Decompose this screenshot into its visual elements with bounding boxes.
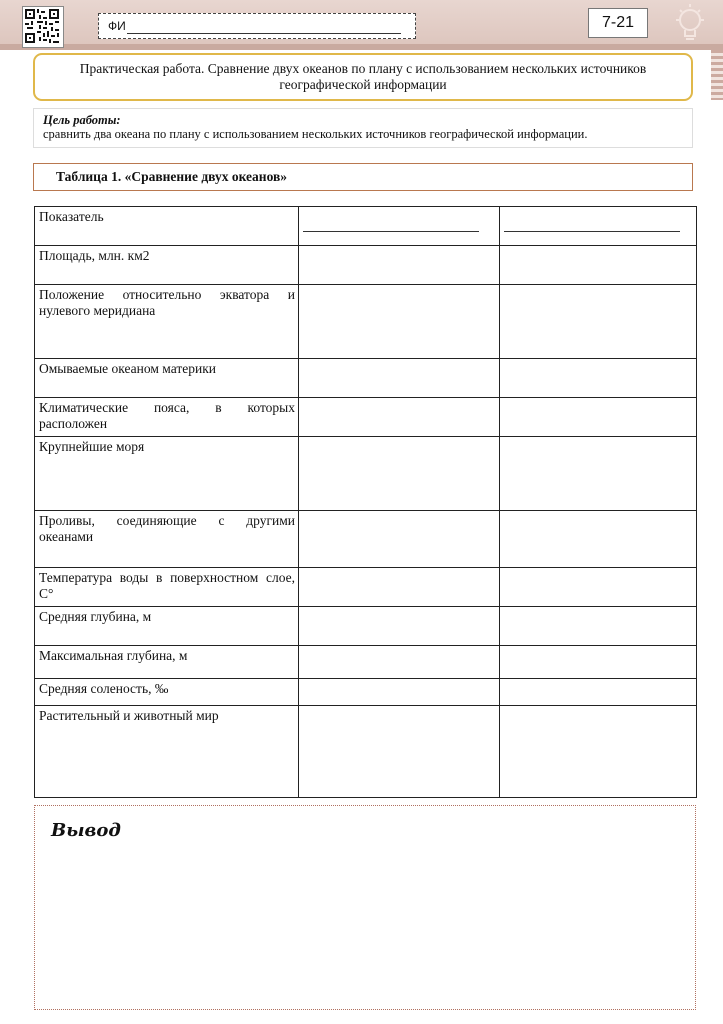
top-band-line	[0, 44, 723, 50]
answer-cell[interactable]	[299, 398, 500, 437]
conclusion-label: Вывод	[51, 820, 121, 841]
table-row	[35, 646, 697, 679]
row-label: Крупнейшие моря	[35, 437, 299, 511]
answer-cell[interactable]	[500, 359, 697, 398]
name-field[interactable]	[98, 13, 416, 39]
row-label: Положение относительно экватора и нулевого меридиана	[35, 285, 299, 359]
table-row	[35, 246, 697, 285]
answer-cell[interactable]	[299, 437, 500, 511]
lightbulb-icon	[672, 2, 708, 46]
table-row	[35, 679, 697, 706]
table-title: Таблица 1. «Сравнение двух океанов»	[33, 163, 693, 191]
ocean-1-name-line	[303, 231, 479, 232]
header-cell-indicator: Показатель	[35, 207, 299, 246]
answer-cell[interactable]	[299, 246, 500, 285]
table-row	[35, 607, 697, 646]
table-row	[35, 706, 697, 798]
page-title	[33, 53, 693, 101]
page-title-line-1: Практическая работа. Сравнение двух океанов по плану с использованием нескольких источников	[79, 61, 647, 76]
ocean-2-name-line	[504, 231, 680, 232]
table-row	[35, 568, 697, 607]
name-field-label: ФИ	[108, 19, 126, 33]
row-label: Омываемые океаном материки	[35, 359, 299, 398]
comparison-table	[34, 206, 697, 798]
answer-cell[interactable]	[500, 246, 697, 285]
answer-cell[interactable]	[500, 679, 697, 706]
conclusion-area[interactable]	[34, 805, 696, 1010]
answer-cell[interactable]	[500, 607, 697, 646]
table-row	[35, 511, 697, 568]
answer-cell[interactable]	[299, 679, 500, 706]
answer-cell[interactable]	[299, 607, 500, 646]
goal-text: сравнить два океана по плану с использованием нескольких источников географической информации.	[43, 127, 588, 141]
answer-cell[interactable]	[299, 359, 500, 398]
answer-cell[interactable]	[299, 285, 500, 359]
answer-cell[interactable]	[500, 511, 697, 568]
table-header-row	[35, 207, 697, 246]
row-label: Проливы, соединяющие с другими океанами	[35, 511, 299, 568]
answer-cell[interactable]	[500, 398, 697, 437]
answer-cell[interactable]	[500, 646, 697, 679]
answer-cell[interactable]	[299, 646, 500, 679]
row-label: Максимальная глубина, м	[35, 646, 299, 679]
page-title-line-2: географической информации	[279, 77, 447, 92]
answer-cell[interactable]	[500, 285, 697, 359]
table-row	[35, 398, 697, 437]
row-label: Площадь, млн. км2	[35, 246, 299, 285]
goal-label: Цель работы:	[43, 113, 121, 127]
ocean-2-name-cell[interactable]	[500, 207, 697, 246]
row-label: Растительный и животный мир	[35, 706, 299, 798]
goal-section	[33, 108, 693, 148]
row-label: Средняя глубина, м	[35, 607, 299, 646]
table-row	[35, 285, 697, 359]
answer-cell[interactable]	[500, 568, 697, 607]
answer-cell[interactable]	[500, 706, 697, 798]
worksheet-code: 7-21	[588, 8, 648, 38]
answer-cell[interactable]	[299, 568, 500, 607]
row-label: Средняя соленость, ‰	[35, 679, 299, 706]
table-row	[35, 359, 697, 398]
row-label: Климатические пояса, в которых расположен	[35, 398, 299, 437]
answer-cell[interactable]	[299, 511, 500, 568]
row-label: Температура воды в поверхностном слое, С°	[35, 568, 299, 607]
right-stripe	[711, 50, 723, 100]
answer-cell[interactable]	[299, 706, 500, 798]
table-row	[35, 437, 697, 511]
ocean-1-name-cell[interactable]	[299, 207, 500, 246]
qr-code-icon	[22, 6, 64, 48]
answer-cell[interactable]	[500, 437, 697, 511]
name-field-line	[127, 33, 401, 34]
